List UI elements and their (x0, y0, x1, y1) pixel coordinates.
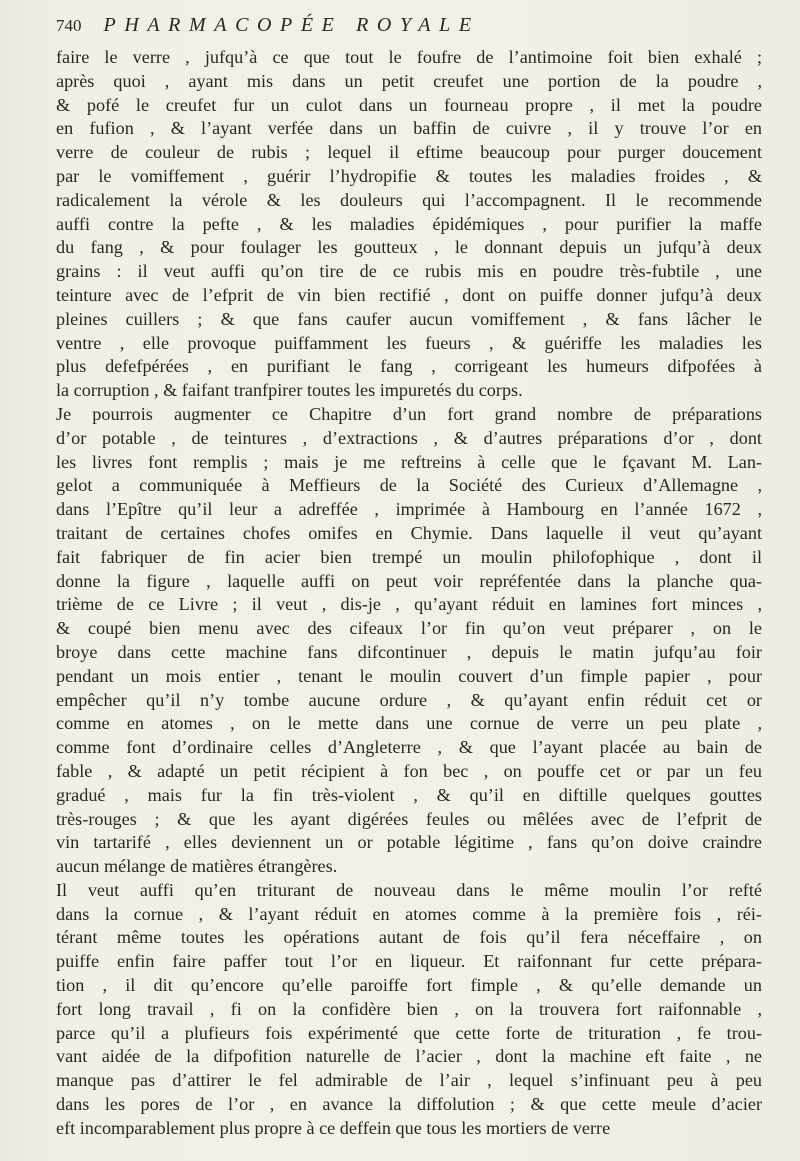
text-line: la corruption , & faifant tranfpirer toutes les impuretés du corps. (56, 380, 523, 401)
text-line: les livres font remplis ; mais je me reftreins à celle que le fçavant M. Lan- (56, 451, 762, 472)
text-line: fable , & adapté un petit récipient à fon bec , on pouffe cet or par un feu (56, 760, 762, 781)
text-line: en fufion , & l’ayant verfée dans un baffin de cuivre , il y trouve l’or en (56, 118, 762, 139)
text-line: fort long travail , fi on la confidère bien , on la trouvera fort raifonnable , (56, 998, 762, 1019)
running-title: PHARMACOPÉE ROYALE (103, 14, 480, 36)
text-line: ventre , elle provoque puiffamment les fueurs , & guériffe les maladies les (56, 332, 762, 353)
text-line: parce qu’il a plufieurs fois expérimenté que cette forte de trituration , fe trou- (56, 1022, 762, 1043)
text-line: vant aidée de la difpofition naturelle de l’acier , dont la machine eft faite , ne (56, 1046, 762, 1067)
text-line: après quoi , ayant mis dans un petit creufet une portion de la poudre , (56, 70, 762, 91)
text-line: faire le verre , jufqu’à ce que tout le foufre de l’antimoine foit bien exhalé ; (56, 47, 762, 67)
text-line: auffi contre la pefte , & les maladies épidémiques , pour purifier la maffe (56, 213, 762, 234)
text-line: comme en atomes , on le mette dans une cornue de verre un peu plate , (56, 713, 762, 734)
text-line: tion , il dit qu’encore qu’elle paroiffe fort fimple , & qu’elle demande un (56, 975, 762, 996)
text-line: aucun mélange de matières étrangères. (56, 856, 338, 877)
text-line: gradué , mais fur la fin très-violent , & qu’il en diftille quelques gouttes (56, 784, 762, 805)
text-line: très-rouges ; & que les ayant digérées feules ou mêlées avec de l’efprit de (56, 808, 762, 829)
text-line: radicalement la vérole & les douleurs qui l’accompagnent. Il le recommende (56, 189, 762, 210)
text-line: Il veut auffi qu’en triturant de nouveau dans le même moulin l’or refté (56, 879, 762, 900)
text-line: manque pas d’attirer le fel admirable de l’air , lequel s’infinuant peu à peu (56, 1070, 762, 1091)
text-line: d’or potable , de teintures , d’extractions , & d’autres préparations d’or , dont (56, 427, 762, 448)
text-line: & pofé le creufet fur un culot dans un fourneau propre , il met la poudre (56, 94, 762, 115)
text-line: pendant un mois entier , tenant le moulin couvert d’un fimple papier , pour (56, 665, 762, 686)
body-text (56, 46, 762, 1141)
text-line: & coupé bien menu avec des cifeaux l’or fin qu’on veut préparer , on le (56, 618, 762, 639)
text-line: broye dans cette machine fans difcontinuer , depuis le matin jufqu’au foir (56, 641, 762, 662)
text-line: gelot a communiquée à Meffieurs de la Société des Curieux d’Allemagne , (56, 475, 762, 496)
text-line: trième de ce Livre ; il veut , dis-je , qu’ayant réduit en lamines fort minces , (56, 594, 762, 615)
text-line: eft incomparablement plus propre à ce deffein que tous les mortiers de verre (56, 1117, 611, 1138)
text-line: térant même toutes les opérations autant de fois qu’il fera néceffaire , on (56, 927, 762, 948)
text-line: puiffe enfin faire paffer tout l’or en liqueur. Et raifonnant fur cette prépara- (56, 951, 762, 972)
text-line: Je pourrois augmenter ce Chapitre d’un fort grand nombre de préparations (56, 403, 762, 424)
text-line: plus defefpérées , en purifiant le fang , corrigeant les humeurs difpofées à (56, 356, 762, 377)
text-line: comme font d’ordinaire celles d’Angleterre , & que l’ayant placée au bain de (56, 737, 762, 758)
text-line: dans la cornue , & l’ayant réduit en atomes comme à la première fois , réi- (56, 903, 762, 924)
text-line: empêcher qu’il n’y tombe aucune ordure , & qu’ayant enfin réduit cet or (56, 689, 762, 710)
page-number: 740 (56, 16, 82, 35)
text-line: dans l’Epître qu’il leur a adreffée , imprimée à Hambourg en l’année 1672 , (56, 499, 762, 520)
text-line: par le vomiffement , guérir l’hydropifie & toutes les maladies froides , & (56, 165, 762, 186)
text-line: dans les pores de l’or , en avance la diffolution ; & que cette meule d’acier (56, 1094, 762, 1115)
text-line: verre de couleur de rubis ; lequel il eftime beaucoup pour purger doucement (56, 142, 762, 163)
text-line: pleines cuillers ; & que fans caufer aucun vomiffement , & fans lâcher le (56, 308, 762, 329)
text-line: vin tartarifé , elles deviennent un or potable légitime , fans qu’on doive craindre (56, 832, 762, 853)
text-line: fait fabriquer de fin acier bien trempé un moulin philofophique , dont il (56, 546, 762, 567)
text-line: donne la figure , laquelle auffi on peut voir repréfentée dans la planche qua- (56, 570, 762, 591)
text-line: traitant de certaines chofes omifes en Chymie. Dans laquelle il veut qu’ayant (56, 522, 762, 543)
page-header (56, 14, 756, 42)
text-line: teinture avec de l’efprit de vin bien rectifié , dont on puiffe donner jufqu’à deux (56, 284, 762, 305)
text-line: grains : il veut auffi qu’on tire de ce rubis mis en poudre très-fubtile , une (56, 261, 762, 282)
text-line: du fang , & pour foulager les goutteux , le donnant depuis un jufqu’à deux (56, 237, 762, 258)
